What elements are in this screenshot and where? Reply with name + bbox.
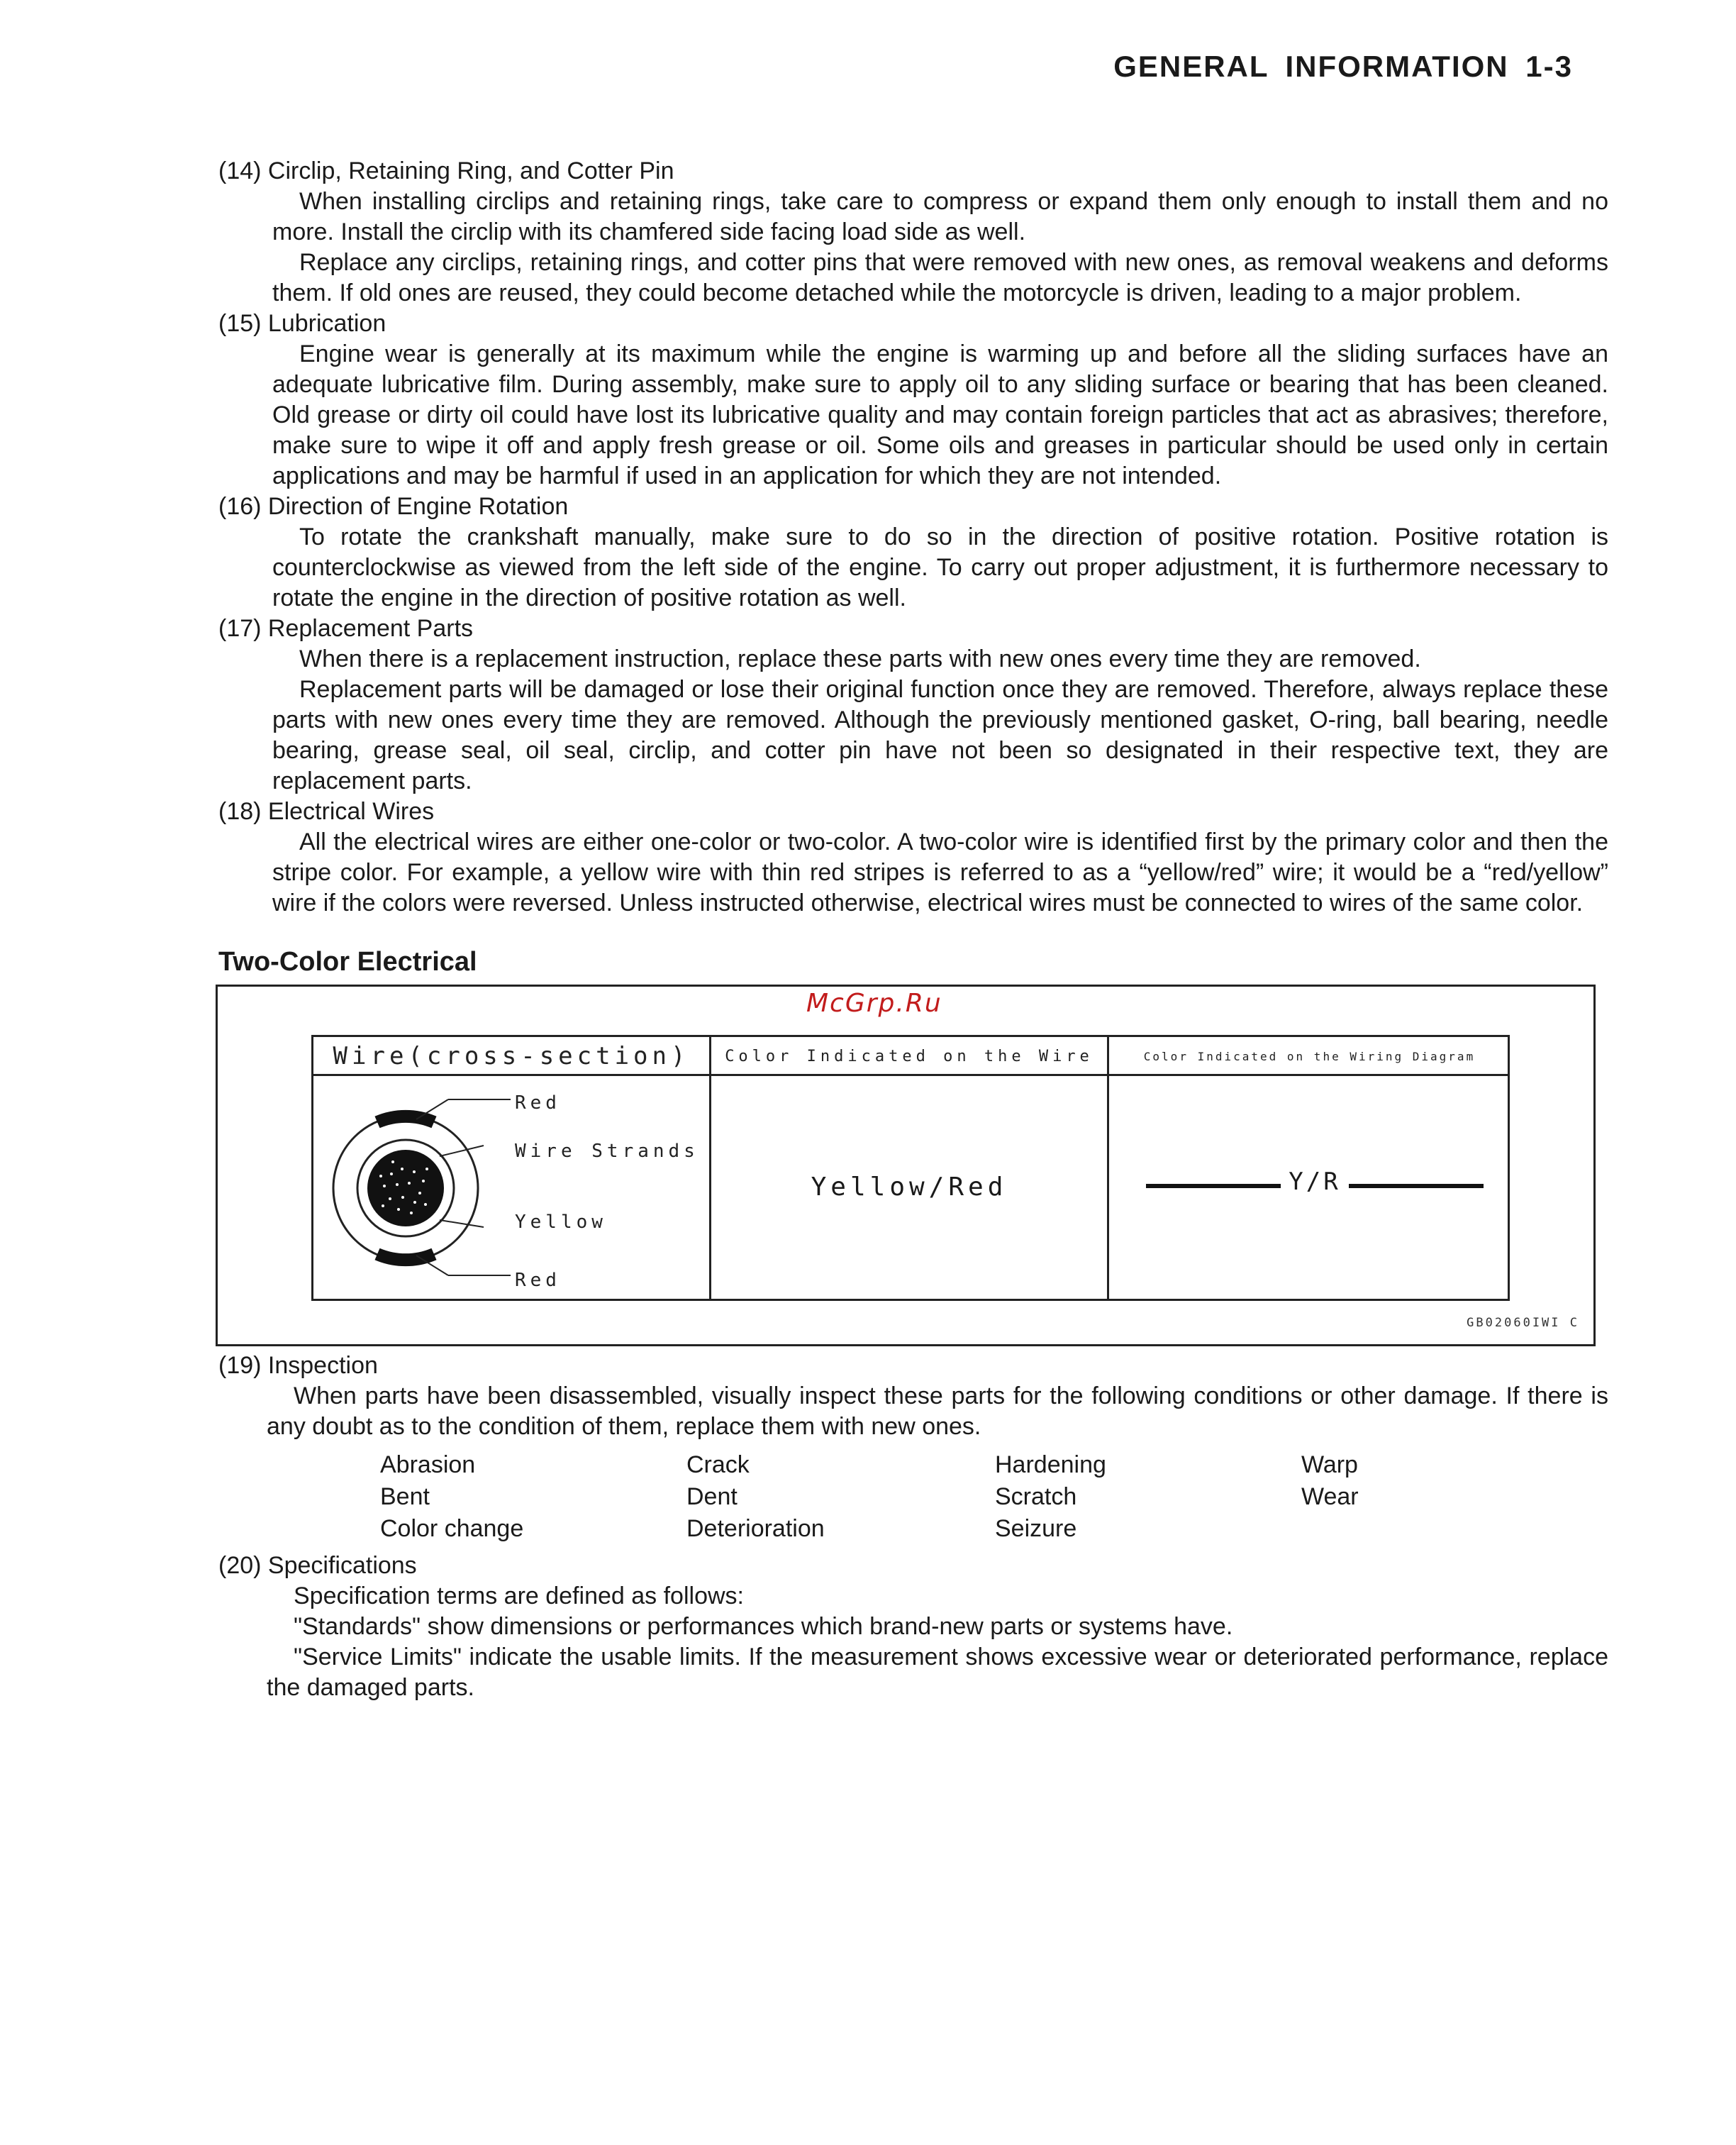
paragraph: Specification terms are defined as follows: bbox=[294, 1583, 744, 1609]
item-14 bbox=[218, 156, 1608, 309]
label-red-bottom: Red bbox=[515, 1270, 561, 1291]
item-title: (15) Lubrication bbox=[218, 310, 386, 337]
wire-table bbox=[311, 1035, 1510, 1301]
item-title: (14) Circlip, Retaining Ring, and Cotter Pin bbox=[218, 157, 674, 184]
condition bbox=[1301, 1513, 1514, 1545]
paragraph: Engine wear is generally at its maximum while the engine is warming up and before all the sliding surfaces have an adequate lubricative film. During assembly, make sure to apply oil to any sliding surface or bearing that has been cleaned. Old grease or dirty oil could have lost its lubricative quality and may contain foreign particles that act as abrasives; therefore, make sure to wipe it off and apply fresh grease or oil. Some oils and greases in particular should be used only in certain applications and may be harmful if used in an application for which they are not intended. bbox=[272, 340, 1608, 489]
conditions-grid bbox=[380, 1449, 1608, 1545]
paragraph: When parts have been disassembled, visually inspect these parts for the following conditions or other damage. If there is any doubt as to the condition of them, replace them with new ones. bbox=[267, 1382, 1608, 1440]
label-red-top: Red bbox=[515, 1092, 561, 1114]
paragraph: Replacement parts will be damaged or lose their original function once they are removed. Therefore, always replace these parts with new ones every time they are removed. Although the previously mentioned gasket, O-ring, ball bearing, needle bearing, grease seal, oil seal, circlip, and cotter pin have not been so designated in their respective text, they are replacement parts. bbox=[272, 676, 1608, 794]
wire-line-right bbox=[1349, 1184, 1484, 1188]
header-wire-cross-section: Wire(cross-section) bbox=[333, 1042, 690, 1070]
item-title: (19) Inspection bbox=[218, 1352, 378, 1379]
condition: Hardening bbox=[995, 1451, 1106, 1478]
wire-line-left bbox=[1146, 1184, 1281, 1188]
header-color-on-diagram: Color Indicated on the Wiring Diagram bbox=[1143, 1050, 1476, 1063]
condition: Wear bbox=[1301, 1483, 1359, 1510]
paragraph: All the electrical wires are either one-color or two-color. A two-color wire is identified first by the primary color and then the stripe color. For example, a yellow wire with thin red stripes is referred to as a “yellow/red” wire; it would be a “red/yellow” wire if the colors were reversed. Unless instructed otherwise, electrical wires must be connected to wires of the same color. bbox=[272, 828, 1608, 916]
condition: Seizure bbox=[995, 1515, 1077, 1542]
condition: Bent bbox=[380, 1483, 430, 1510]
condition: Scratch bbox=[995, 1483, 1077, 1510]
wire-code: Y/R bbox=[1289, 1168, 1341, 1196]
paragraph: "Standards" show dimensions or performances which brand-new parts or systems have. bbox=[294, 1613, 1233, 1640]
item-18 bbox=[218, 797, 1608, 919]
page-header: GENERAL INFORMATION 1-3 bbox=[1113, 50, 1573, 83]
paragraph: Replace any circlips, retaining rings, and cotter pins that were removed with new ones, as removal weakens and deforms them. If old ones are reused, they could become detached while the motorcycle is driven, leading to a major problem. bbox=[272, 249, 1608, 306]
item-title: (20) Specifications bbox=[218, 1552, 417, 1579]
condition: Color change bbox=[380, 1515, 524, 1542]
item-title: (18) Electrical Wires bbox=[218, 798, 435, 825]
wiring-diagram-sample bbox=[1109, 1154, 1510, 1218]
condition: Crack bbox=[686, 1451, 750, 1478]
condition: Warp bbox=[1301, 1451, 1358, 1478]
paragraph: "Service Limits" indicate the usable limits. If the measurement shows excessive wear or deteriorated performance, replace the damaged parts. bbox=[267, 1644, 1608, 1701]
item-16 bbox=[218, 492, 1608, 614]
watermark: McGrp.Ru bbox=[806, 989, 942, 1018]
two-color-figure bbox=[216, 985, 1596, 1346]
condition: Abrasion bbox=[380, 1451, 476, 1478]
item-title: (17) Replacement Parts bbox=[218, 615, 474, 642]
item-title: (16) Direction of Engine Rotation bbox=[218, 493, 569, 520]
item-15 bbox=[218, 309, 1608, 492]
condition: Dent bbox=[686, 1483, 738, 1510]
divider bbox=[709, 1037, 711, 1299]
paragraph: When installing circlips and retaining rings, take care to compress or expand them only enough to install them and no more. Install the circlip with its chamfered side facing load side as well. bbox=[272, 188, 1608, 245]
page-content bbox=[218, 156, 1608, 1703]
item-20 bbox=[218, 1551, 1608, 1703]
paragraph: To rotate the crankshaft manually, make sure to do so in the direction of positive rotation. Positive rotation is counterclockwise as viewed from the left side of the engine. To carry out proper adjustment, it is furthermore necessary to rotate the engine in the direction of positive rotation as well. bbox=[272, 523, 1608, 611]
paragraph: When there is a replacement instruction, replace these parts with new ones every time they are removed. bbox=[299, 645, 1421, 672]
condition: Deterioration bbox=[686, 1515, 825, 1542]
section-title-two-color: Two-Color Electrical bbox=[218, 947, 477, 977]
label-wire-strands: Wire Strands bbox=[515, 1141, 699, 1162]
indicated-color-text: Yellow/Red bbox=[811, 1173, 1008, 1202]
wire-cross-section-icon bbox=[313, 1078, 709, 1301]
label-yellow: Yellow bbox=[515, 1212, 607, 1233]
item-19 bbox=[218, 1351, 1608, 1545]
figure-code: GB02060IWI C bbox=[1467, 1316, 1579, 1330]
header-color-on-wire: Color Indicated on the Wire bbox=[725, 1048, 1094, 1065]
item-17 bbox=[218, 614, 1608, 797]
